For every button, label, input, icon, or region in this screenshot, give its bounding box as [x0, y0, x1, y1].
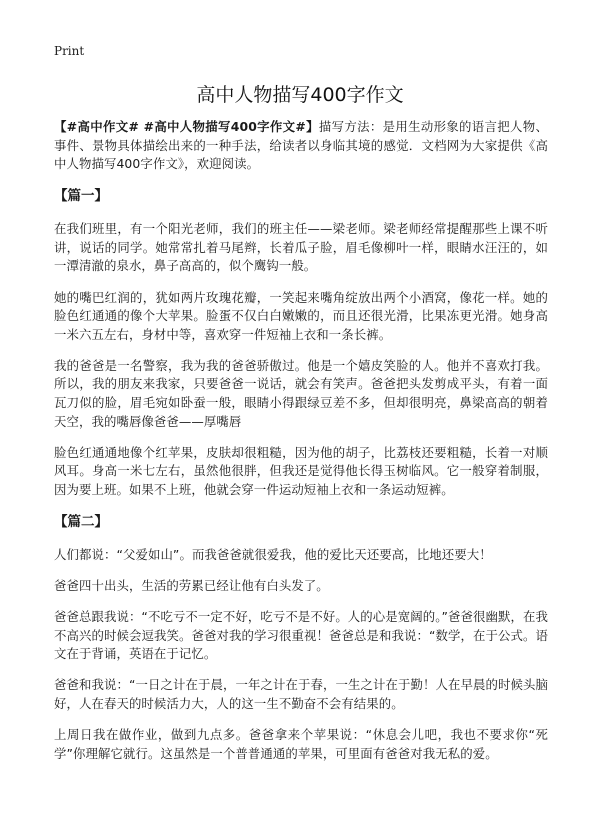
intro-tag: 【#高中作文# #高中人物描写400字作文#】: [54, 119, 319, 134]
section1-paragraph-2: 她的嘴巴红润的，犹如两片玫瑰花瓣，一笑起来嘴角绽放出两个小酒窝，像花一样。她的脸色红通通的像个大苹果。脸蛋不仅白白嫩嫩的，而且还很光滑，比果冻更光滑。她身高一米六五左右，身材中等，喜欢穿一件短袖上衣和一条长裤。: [54, 289, 548, 342]
intro-paragraph: [54, 118, 548, 174]
section2-paragraph-4: 爸爸和我说：“一日之计在于晨，一年之计在于春，一生之计在于勤！人在早晨的时候头脑好，人在春天的时候活力大，人的这一生不勤奋不会有结果的。: [54, 677, 548, 712]
section2-paragraph-1: 人们都说：“父爱如山”。而我爸爸就很爱我，他的爱比天还要高，比地还要大！: [54, 547, 492, 562]
intro-text: 描写方法：是用生动形象的语言把人物、事件、景物具体描绘出来的一种手法，给读者以身临其境的感觉．文档网为大家提供《高中人物描写400字作文》，欢迎阅读。: [54, 119, 548, 172]
section-heading-2: 【篇二】: [54, 514, 108, 530]
section2-paragraph-2: 爸爸四十出头，生活的劳累已经让他有白头发了。: [54, 578, 329, 594]
article-body: [54, 118, 548, 776]
section1-paragraph-3: 我的爸爸是一名警察，我为我的爸爸骄傲过。他是一个嬉皮笑脸的人。他并不喜欢打我。所以，我的朋友来我家，只要爸爸一说话，就会有笑声。爸爸把头发剪成平头，有着一面瓦刀似的脸，眉毛宛如卧蚕一般，眼睛小得跟绿豆差不多，但却很明亮，鼻梁高高的朝着天空，我的嘴唇像爸爸——厚嘴唇: [54, 357, 548, 429]
section2-paragraph-5: 上周日我在做作业，做到九点多。爸爸拿来个苹果说：“休息会儿吧，我也不要求你“死学”你理解它就行。这虽然是一个普普通通的苹果，可里面有爸爸对我无私的爱。: [54, 727, 548, 761]
section1-paragraph-1: 在我们班里，有一个阳光老师，我们的班主任——梁老师。梁老师经常提醒那些上课不听讲，说话的同学。她常常扎着马尾辫，长着瓜子脸，眉毛像柳叶一样，眼睛水汪汪的，如一潭清澈的泉水，鼻子高高的，似个鹰钩一般。: [54, 221, 548, 274]
section-heading-1: 【篇一】: [54, 188, 108, 205]
section1-paragraph-4: 脸色红通通地像个红苹果，皮肤却很粗糙，因为他的胡子，比荔枝还要粗糙，长着一对顺风耳。身高一米七左右，虽然他很胖，但我还是觉得他长得玉树临风。它一般穿着制服，因为要上班。如果不上班，他就会穿一件运动短袖上衣和一条运动短裤。: [54, 444, 548, 497]
page-title: 高中人物描写400字作文: [196, 84, 404, 106]
section2-paragraph-3: 爸爸总跟我说：“不吃亏不一定不好，吃亏不是不好。人的心是宽阔的。”爸爸很幽默，在我不高兴的时候会逗我笑。爸爸对我的学习很重视！爸爸总是和我说：“数学，在于公式。语文在于背诵，英语在于记忆。: [54, 609, 548, 662]
print-link[interactable]: Print: [54, 44, 85, 58]
